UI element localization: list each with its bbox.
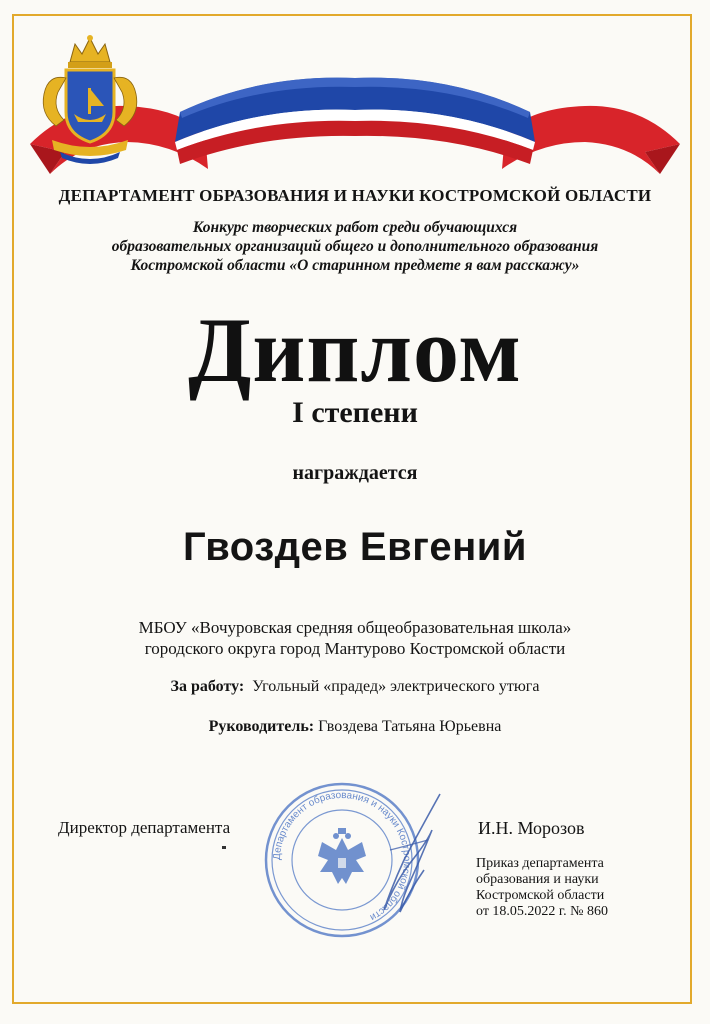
contest-description [0, 218, 710, 275]
work-title: Угольный «прадед» электрического утюга [252, 678, 540, 695]
order-line: образования и науки [476, 872, 599, 887]
stamp-text: Департамент образования и науки Костромской области [271, 789, 413, 923]
leader-name: Гвоздева Татьяна Юрьевна [318, 718, 502, 735]
tricolor-ribbon [30, 34, 680, 194]
director-position: Директор департамента [58, 818, 231, 837]
diploma-title: Диплом [188, 299, 522, 401]
coat-of-arms-icon [30, 34, 150, 174]
leader-info [0, 718, 710, 736]
contest-line: Конкурс творческих работ среди обучающихся [192, 219, 518, 236]
contest-line: образовательных организаций общего и дополнительного образования [111, 238, 599, 255]
order-reference [476, 856, 608, 920]
school-info [0, 617, 710, 659]
ink-dot [222, 846, 226, 849]
diploma-degree: I степени [292, 396, 418, 429]
school-line: МБОУ «Вочуровская средняя общеобразовательная школа» [138, 618, 572, 637]
school-line: городского округа город Мантурово Костромской области [144, 639, 566, 658]
leader-label: Руководитель: [208, 718, 315, 735]
order-line: Приказ департамента [476, 856, 604, 871]
order-line: от 18.05.2022 г. № 860 [476, 904, 608, 919]
work-label: За работу: [170, 678, 245, 695]
signer-name: И.Н. Морозов [478, 818, 585, 838]
handwritten-signature [370, 790, 450, 920]
department-title: ДЕПАРТАМЕНТ ОБРАЗОВАНИЯ И НАУКИ КОСТРОМСКОЙ ОБЛАСТИ [58, 186, 652, 205]
awarded-label: награждается [292, 462, 418, 484]
contest-line: Костромской области «О старинном предмете я вам расскажу» [130, 257, 580, 274]
order-line: Костромской области [476, 888, 605, 903]
recipient-name: Гвоздев Евгений [183, 525, 527, 569]
work-info [0, 678, 710, 696]
